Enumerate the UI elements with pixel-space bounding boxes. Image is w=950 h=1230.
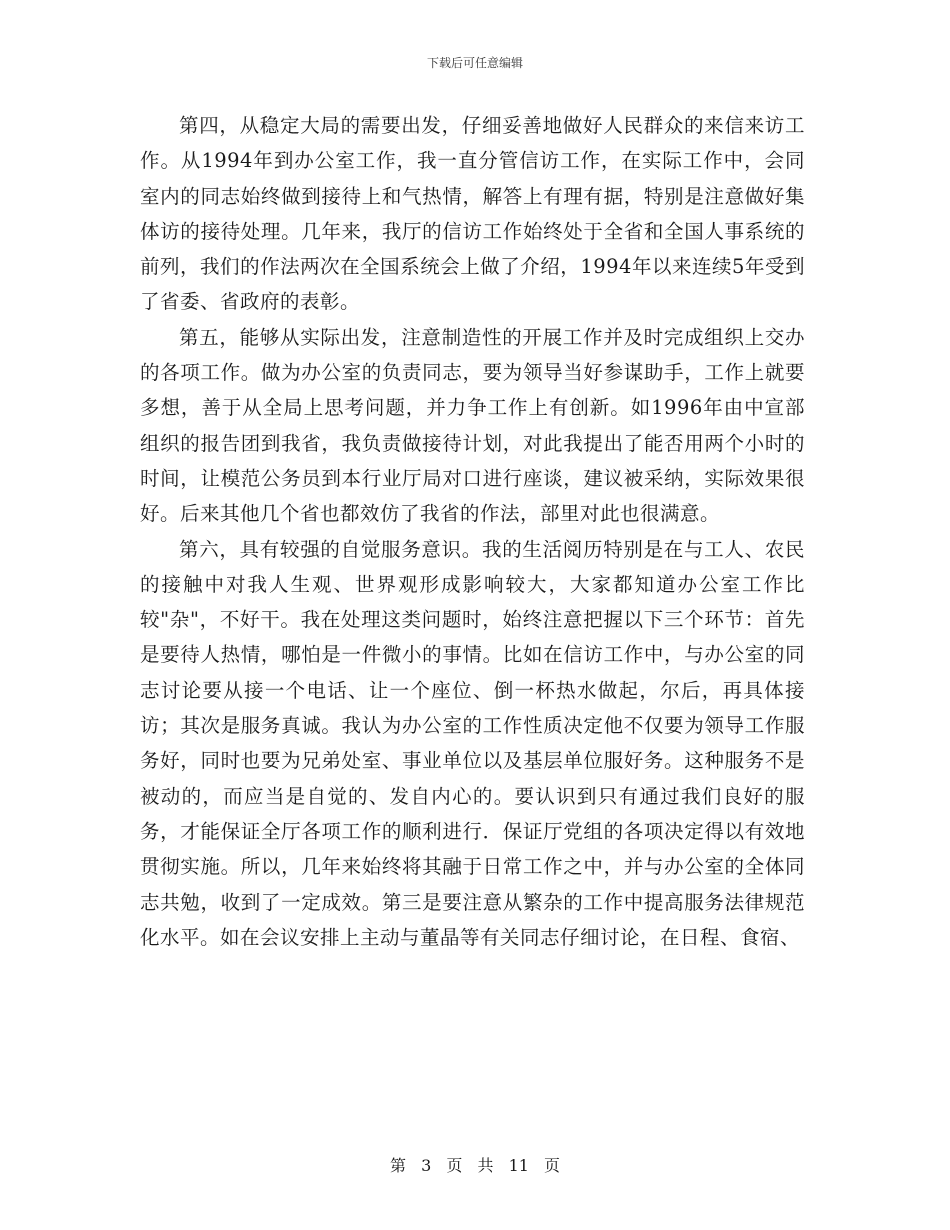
paragraph-fifth: 第五，能够从实际出发，注意制造性的开展工作并及时完成组织上交办的各项工作。做为办公室的负责同志，要为领导当好参谋助手，工作上就要多想，善于从全局上思考问题，并力争工作上有创新。如1996年由中宣部组织的报告团到我省，我负责做接待计划，对此我提出了能否用两个小时的时间，让模范公务员到本行业厅局对口进行座谈，建议被采纳，实际效果很好。后来其他几个省也都效仿了我省的作法，部里对此也很满意。 <box>140 325 805 526</box>
current-page-number: 3 <box>421 1156 432 1175</box>
page-label-mid: 页 <box>446 1156 463 1175</box>
paragraph-sixth: 第六，具有较强的自觉服务意识。我的生活阅历特别是在与工人、农民的接触中对我人生观、世界观形成影响较大，大家都知道办公室工作比较"杂"，不好干。我在处理这类问题时，始终注意把握以下三个环节：首先是要待人热情，哪怕是一件微小的事情。比如在信访工作中，与办公室的同志讨论要从接一个电话、让一个座位、倒一杯热水做起，尔后，再具体接访；其次是服务真诚。我认为办公室的工作性质决定他不仅要为领导工作服务好，同时也要为兄弟处室、事业单位以及基层单位服好务。这种服务不是被动的，而应当是自觉的、发自内心的。要认识到只有通过我们良好的服务，才能保证全厅各项工作的顺利进行．保证厅党组的各项决定得以有效地贯彻实施。所以，几年来始终将其融于日常工作之中，并与办公室的全体同志共勉，收到了一定成效。第三是要注意从繁杂的工作中提高服务法律规范化水平。如在会议安排上主动与董晶等有关同志仔细讨论，在日程、食宿、 <box>140 537 805 949</box>
document-body <box>140 108 805 955</box>
total-pages-number: 11 <box>508 1156 529 1175</box>
page-number-footer <box>0 1153 950 1176</box>
page-label-suffix: 页 <box>544 1156 561 1175</box>
page-label-prefix: 第 <box>389 1156 406 1175</box>
paragraph-fourth: 第四，从稳定大局的需要出发，仔细妥善地做好人民群众的来信来访工作。从1994年到办公室工作，我一直分管信访工作，在实际工作中，会同室内的同志始终做到接待上和气热情，解答上有理有据，特别是注意做好集体访的接待处理。几年来，我厅的信访工作始终处于全省和全国人事系统的前列，我们的作法两次在全国系统会上做了介绍，1994年以来连续5年受到了省委、省政府的表彰。 <box>140 114 805 314</box>
total-label: 共 <box>477 1156 494 1175</box>
page-header-note: 下载后可任意编辑 <box>426 56 523 70</box>
